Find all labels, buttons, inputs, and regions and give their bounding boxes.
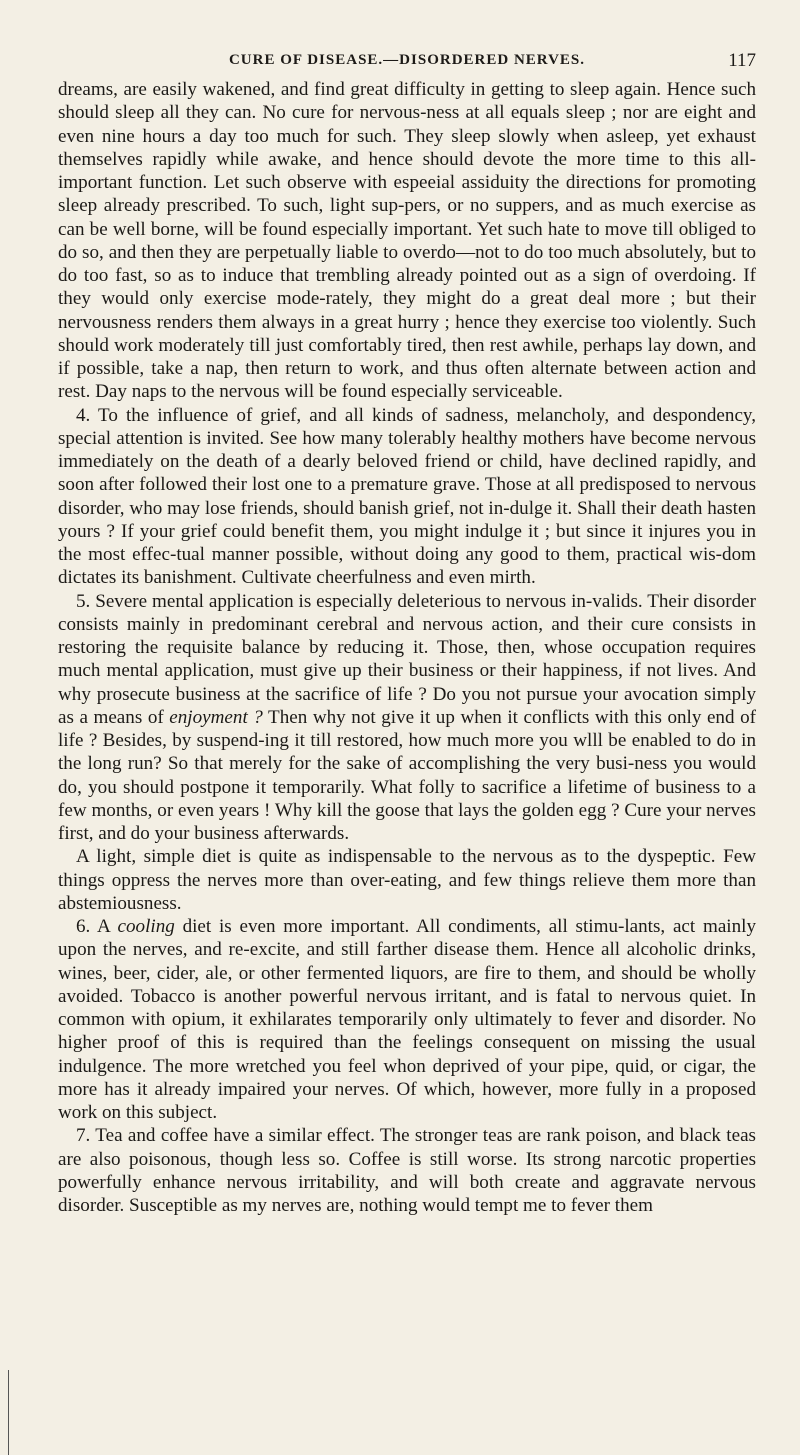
page-edge-line xyxy=(8,1370,9,1455)
page-header xyxy=(58,52,756,78)
paragraph-7-tea-coffee: 7. Tea and coffee have a similar effect. The stronger teas are rank poison, and black teas are also poisonous, though less so. Coffee is still worse. Its strong narcotic properties powerfully enhance nervous irritability, and will both create and aggravate nervous disorder. Susceptible as my nerves are, nothing would tempt me to fever them xyxy=(58,1125,756,1216)
para5-text-b: Then why not give it up when it conflicts with this only end of life ? Besides, by suspend-ing it till restored, how much more you wlll be enabled to do in the long run? So that merely for the sake of accomplishing the very busi-ness you would do, you should postpone it temporarily. What folly to sacrifice a lifetime of business to a few months, or even years ! Why kill the goose that lays the golden egg ? Cure your nerves first, and do your business afterwards. xyxy=(58,706,756,844)
para6-italic-cooling: cooling xyxy=(117,916,175,937)
book-page xyxy=(58,52,756,1217)
paragraph-continued: dreams, are easily wakened, and find great difficulty in getting to sleep again. Hence such should sleep all they can. No cure for nervous-ness at all equals sleep ; nor are eight and even nine hours a day too much for such. They sleep slowly when asleep, yet exhaust themselves rapidly while awake, and hence should devote the more time to this all-important function. Let such observe with espeeial assiduity the directions for promoting sleep already prescribed. To such, light sup-pers, or no suppers, and as much exercise as can be well borne, will be found especially important. Yet such hate to move till obliged to do so, and then they are perpetually liable to overdo—not to do too much absolutely, but to do too fast, so as to induce that trembling already pointed out as a sign of overdoing. If they would only exercise mode-rately, they might do a great deal more ; but their nervousness renders them always in a great hurry ; hence they exercise too violently. Such should work moderately till just comfortably tired, then rest awhile, perhaps lay down, and if possible, take a nap, then return to work, and thus often alternate between action and rest. Day naps to the nervous will be found especially serviceable. xyxy=(58,79,756,403)
paragraph-4-grief: 4. To the influence of grief, and all kinds of sadness, melancholy, and despondency, special attention is invited. See how many tolerably healthy mothers have become nervous immediately on the death of a dearly beloved friend or child, have declined rapidly, and soon after followed their lost one to a premature grave. Those at all predisposed to nervous disorder, who may lose friends, should banish grief, not in-dulge it. Shall their death hasten yours ? If your grief could benefit them, you might indulge it ; but since it injures you in the most effec-tual manner possible, without doing any good to them, practical wis-dom dictates its banishment. Cultivate cheerfulness and even mirth. xyxy=(58,404,756,589)
page-number: 117 xyxy=(728,50,756,71)
para6-text-b: diet is even more important. All condiments, all stimu-lants, act mainly upon the nerves, and re-excite, and still farther disease them. Hence all alcoholic drinks, wines, beer, cider, ale, or other fermented liquors, are fire to them, and should be wholly avoided. Tobacco is another powerful nervous irritant, and is fatal to nervous quiet. In common with opium, it exhilarates temporarily only ultimately to fever and disorder. No higher proof of this is required than the feelings consequent on missing the usual indulgence. The more wretched you feel whon deprived of your pipe, quid, or cigar, the more has it already impaired your nerves. Of which, however, more fully in a proposed work on this subject. xyxy=(58,916,756,1123)
para6-text-a: 6. A xyxy=(76,916,110,937)
para5-italic-enjoyment: enjoyment ? xyxy=(169,706,263,728)
para5-text-a: 5. Severe mental application is especially deleterious to nervous in-valids. Their disorder consists mainly in predominant cerebral and nervous action, and their cure consists in restoring the requisite balance by reducing it. Those, then, whose occupation requires much mental application, must give up their business or their happiness, if not lives. And why prosecute business at the sacrifice of life ? Do you not pursue your avocation simply as a means of xyxy=(58,590,756,728)
paragraph-6-cooling-diet xyxy=(58,915,756,1124)
running-head: CURE OF DISEASE.—DISORDERED NERVES. xyxy=(228,52,586,68)
paragraph-5-mental-application xyxy=(58,590,756,846)
paragraph-light-diet: A light, simple diet is quite as indispensable to the nervous as to the dyspeptic. Few things oppress the nerves more than over-eating, and few things relieve them more than abstemiousness. xyxy=(58,846,756,914)
